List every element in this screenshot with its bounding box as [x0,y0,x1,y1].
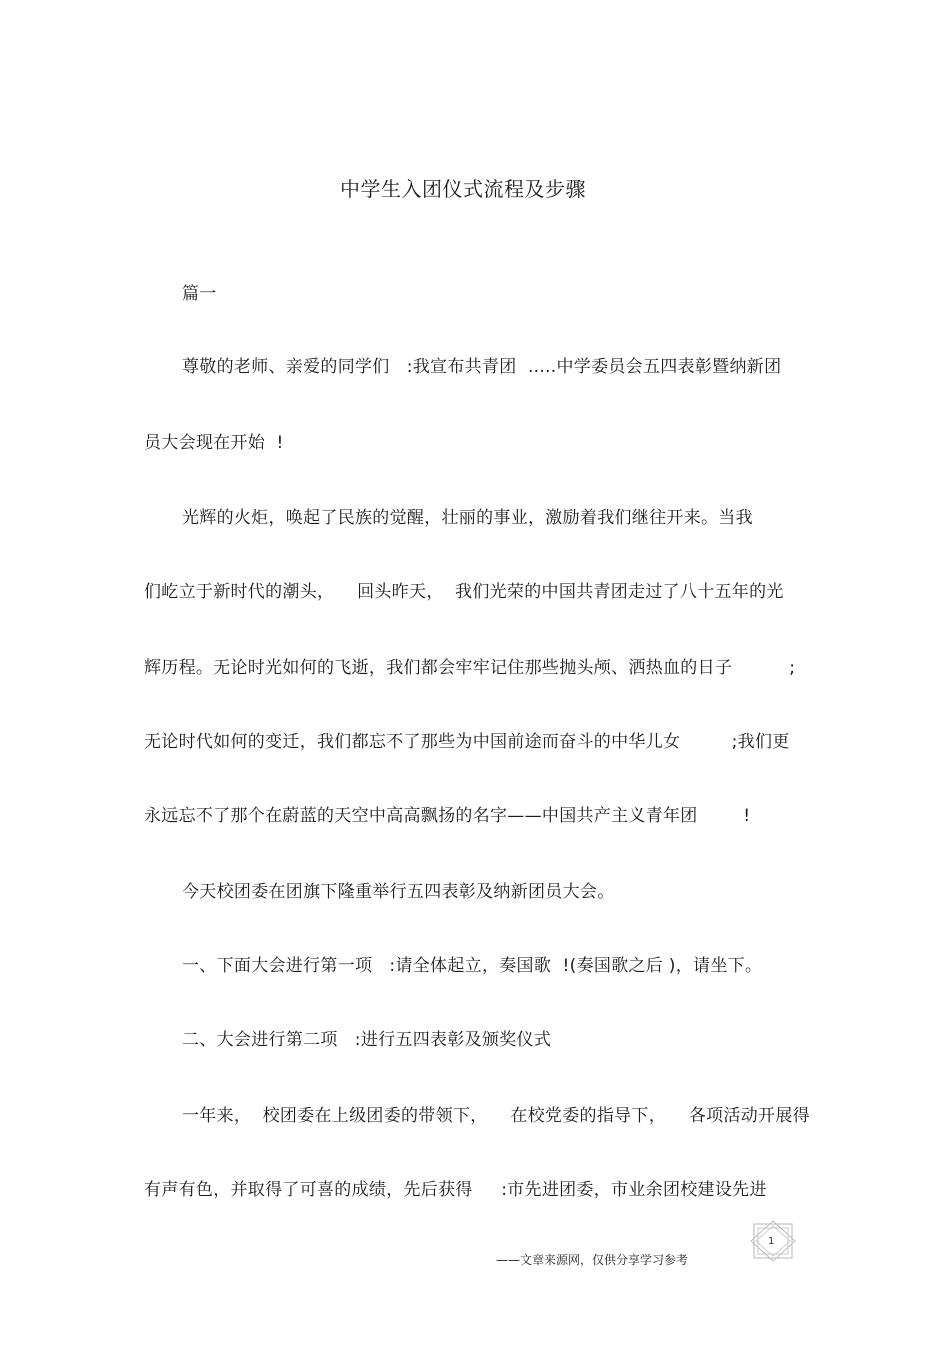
footer-source-note: ——文章来源网，仅供分享学习参考 [496,1253,689,1267]
document-title: 中学生入团仪式流程及步骤 [340,177,586,201]
paragraph-line: 尊敬的老师、亲爱的同学们 :我宣布共青团 .....中学委员会五四表彰暨纳新团 [182,357,782,377]
paragraph-line: 光辉的火炬，唤起了民族的觉醒，壮丽的事业，激励着我们继往开来。当我 [182,508,753,528]
page-number: 1 [768,1236,775,1247]
paragraph-line: 一年来， 校团委在上级团委的带领下， 在校党委的指导下， 各项活动开展得 [182,1106,810,1126]
paragraph-line: 永远忘不了那个在蔚蓝的天空中高高飘扬的名字——中国共产主义青年团 ! [144,806,751,826]
paragraph-line: 二、大会进行第二项 :进行五四表彰及颁奖仪式 [182,1030,552,1050]
paragraph-line: 辉历程。无论时光如何的飞逝，我们都会牢牢记住那些抛头颅、洒热血的日子 ; [144,658,796,678]
paragraph-line: 今天校团委在团旗下隆重举行五四表彰及纳新团员大会。 [182,882,615,902]
paragraph-line: 有声有色，并取得了可喜的成绩，先后获得 :市先进团委，市业余团校建设先进 [144,1180,767,1200]
paragraph-line: 员大会现在开始 ! [144,433,284,453]
paragraph-line: 们屹立于新时代的潮头， 回头昨天， 我们光荣的中国共青团走过了八十五年的光 [144,582,784,602]
paragraph-line: 无论时代如何的变迁，我们都忘不了那些为中国前途而奋斗的中华儿女 ;我们更 [144,732,790,752]
paragraph-line: 一、下面大会进行第一项 :请全体起立，奏国歌 !(奏国歌之后 )，请坐下。 [182,956,763,976]
section-heading: 篇一 [182,284,217,304]
